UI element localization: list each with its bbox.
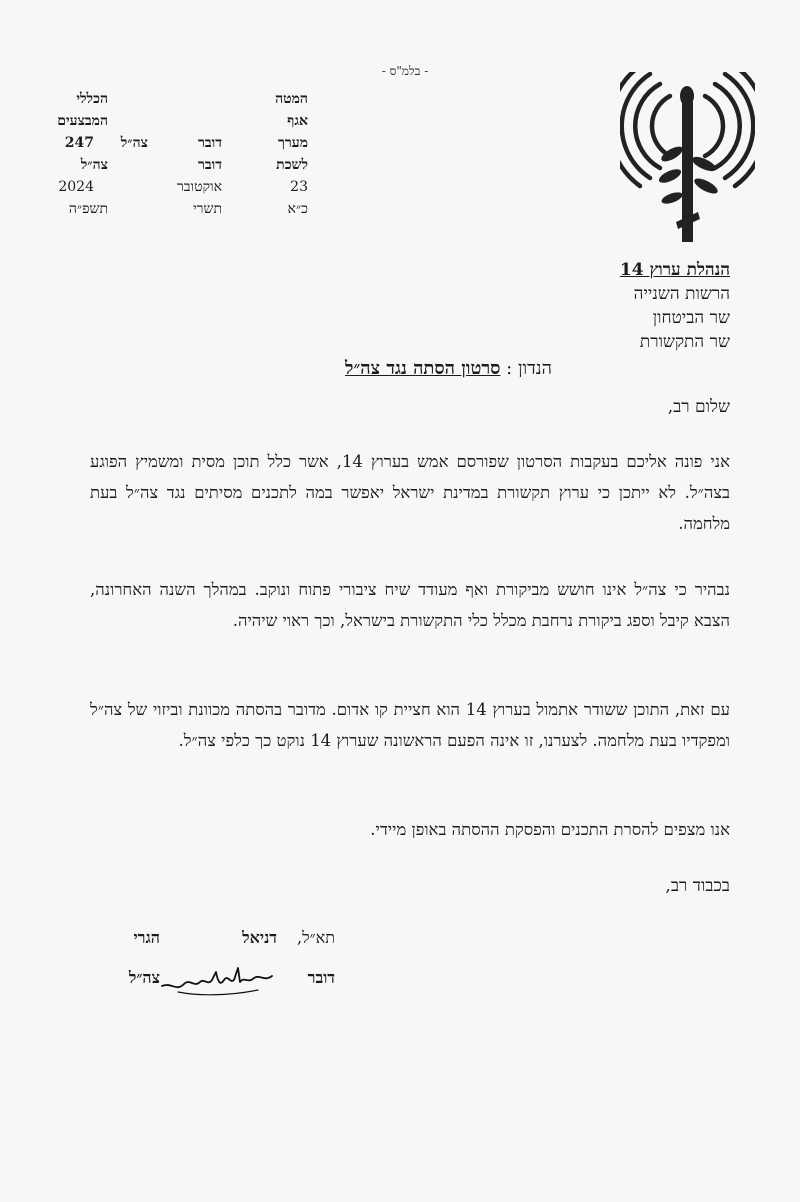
header-row: [58, 110, 308, 132]
body-paragraph: עם זאת, התוכן ששודר אתמול בערוץ 14 הוא חציית קו אדום. מדובר בהסתה מכוונת וביזוי של צה״ל ומפקדיו בעת מלחמה. לצערנו, זו אינה הפעם הראשונה שערוץ 14 נוקט כך כלפי צה״ל.: [90, 700, 730, 750]
header-cell: 247: [64, 135, 94, 151]
header-cell: דובר: [198, 157, 222, 173]
signer-last-name: הגרי: [133, 928, 160, 947]
header-cell: דובר: [198, 135, 222, 151]
subject-title: סרטון הסתה נגד צה״ל: [345, 358, 501, 379]
recipient-line: הנהלת ערוץ 14: [619, 260, 730, 280]
header-row: [58, 198, 308, 220]
idf-spokesperson-logo-icon: [620, 72, 755, 247]
body-paragraph: נבהיר כי צה״ל אינו חושש מביקורת ואף מעודד שיח ציבורי פתוח ונוקב. במהלך השנה האחרונה, הצבא קיבל וספג ביקורת נרחבת מכלל כלי התקשורת בישראל, וכך ראוי שיהיה.: [90, 580, 730, 630]
header-cell: תשרי: [193, 201, 222, 217]
header-row: [58, 154, 308, 176]
header-cell: 2024: [58, 179, 94, 195]
signer-title: דובר: [307, 968, 335, 987]
header-cell: תשפ״ה: [68, 201, 108, 217]
header-cell: צה״ל: [80, 157, 108, 173]
greeting: שלום רב,: [667, 397, 730, 417]
header-cell: אוקטובר: [176, 179, 222, 195]
signer-first-name: דניאל: [242, 928, 277, 947]
header-row: [58, 132, 308, 154]
header-cell: מערך: [278, 135, 308, 151]
header-cell: הכללי: [76, 91, 108, 107]
header-row: [58, 88, 308, 110]
header-row: [58, 176, 308, 198]
subject-label: הנדון :: [506, 358, 552, 379]
recipient-line: הרשות השנייה: [633, 284, 730, 304]
closing: בכבוד רב,: [665, 876, 730, 896]
recipient-line: שר התקשורת: [639, 332, 730, 352]
body-paragraph: אני פונה אליכם בעקבות הסרטון שפורסם אמש בערוץ 14, אשר כלל תוכן מסית ומשמיץ הפוגע בצה״ל. לא ייתכן כי ערוץ תקשורת במדינת ישראל יאפשר במה לתכנים מסיתים נגד צה״ל בעת מלחמה.: [90, 452, 731, 533]
handwritten-signature-icon: [158, 962, 276, 1002]
header-cell: המבצעים: [57, 113, 108, 129]
header-cell: המטה: [275, 91, 308, 107]
sender-header: [58, 88, 308, 220]
signer-title: צה״ל: [128, 968, 160, 987]
header-cell: צה״ל: [120, 135, 148, 151]
classification-mark: - בלמ"ס -: [381, 64, 429, 78]
header-cell: כ״א: [287, 201, 308, 217]
header-cell: אגף: [287, 113, 308, 129]
signer-rank: תא״ל,: [296, 928, 335, 947]
recipient-line: שר הביטחון: [652, 308, 730, 328]
header-cell: לשכת: [276, 157, 308, 173]
header-cell: 23: [290, 179, 308, 195]
body-paragraph: אנו מצפים להסרת התכנים והפסקת ההסתה באופן מיידי.: [370, 820, 730, 839]
recipients-block: [430, 258, 730, 354]
subject-line: [345, 358, 552, 379]
